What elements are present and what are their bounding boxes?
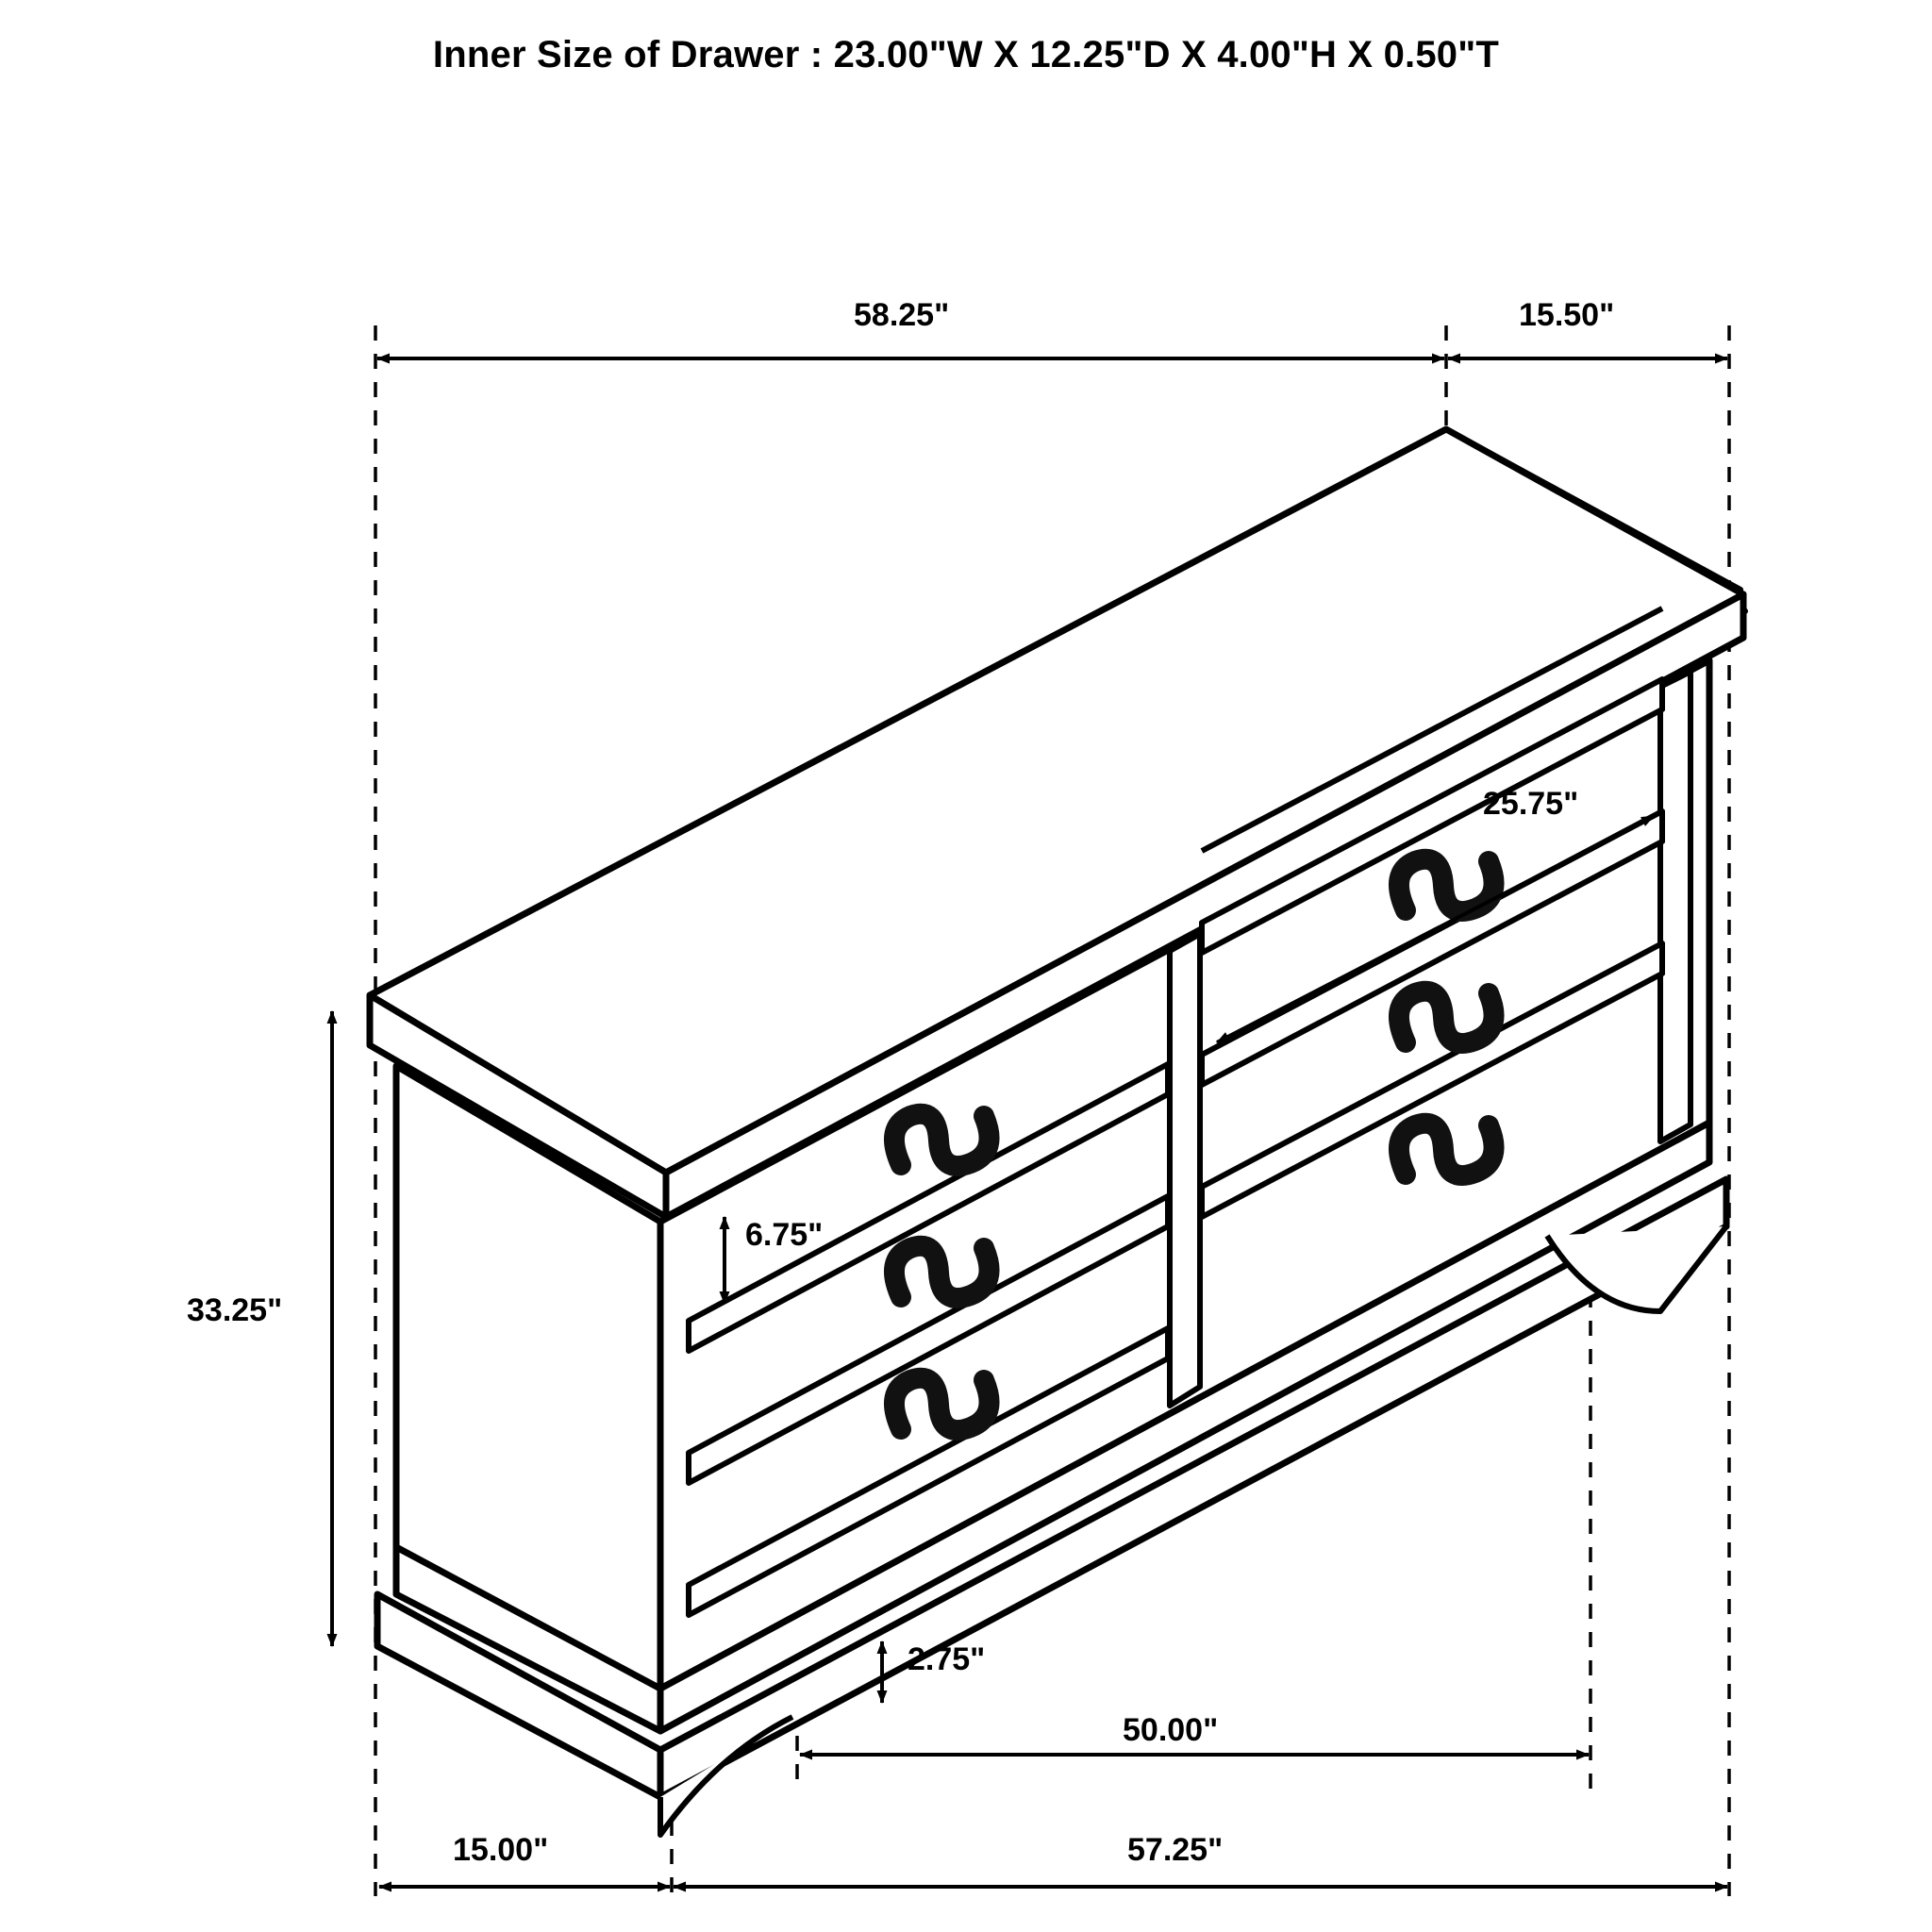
- dimension-label-left-depth: 15.00": [453, 1832, 549, 1868]
- dimension-label-base-inner-width: 50.00": [1123, 1712, 1219, 1748]
- dimension-label-top-right-depth: 15.50": [1519, 297, 1615, 333]
- dimension-label-drawer-diagonal: 25.75": [1483, 786, 1579, 822]
- dimension-label-overall-height: 33.25": [187, 1292, 283, 1328]
- dimension-label-base-width: 57.25": [1127, 1832, 1224, 1868]
- dimension-label-drawer-face-height: 6.75": [745, 1217, 824, 1253]
- dresser-illustration: [370, 429, 1745, 1835]
- dimension-label-top-width: 58.25": [854, 297, 950, 333]
- dimension-label-base-height: 2.75": [908, 1641, 986, 1677]
- page-title: Inner Size of Drawer : 23.00"W X 12.25"D X 4.00"H X 0.50"T: [432, 34, 1500, 75]
